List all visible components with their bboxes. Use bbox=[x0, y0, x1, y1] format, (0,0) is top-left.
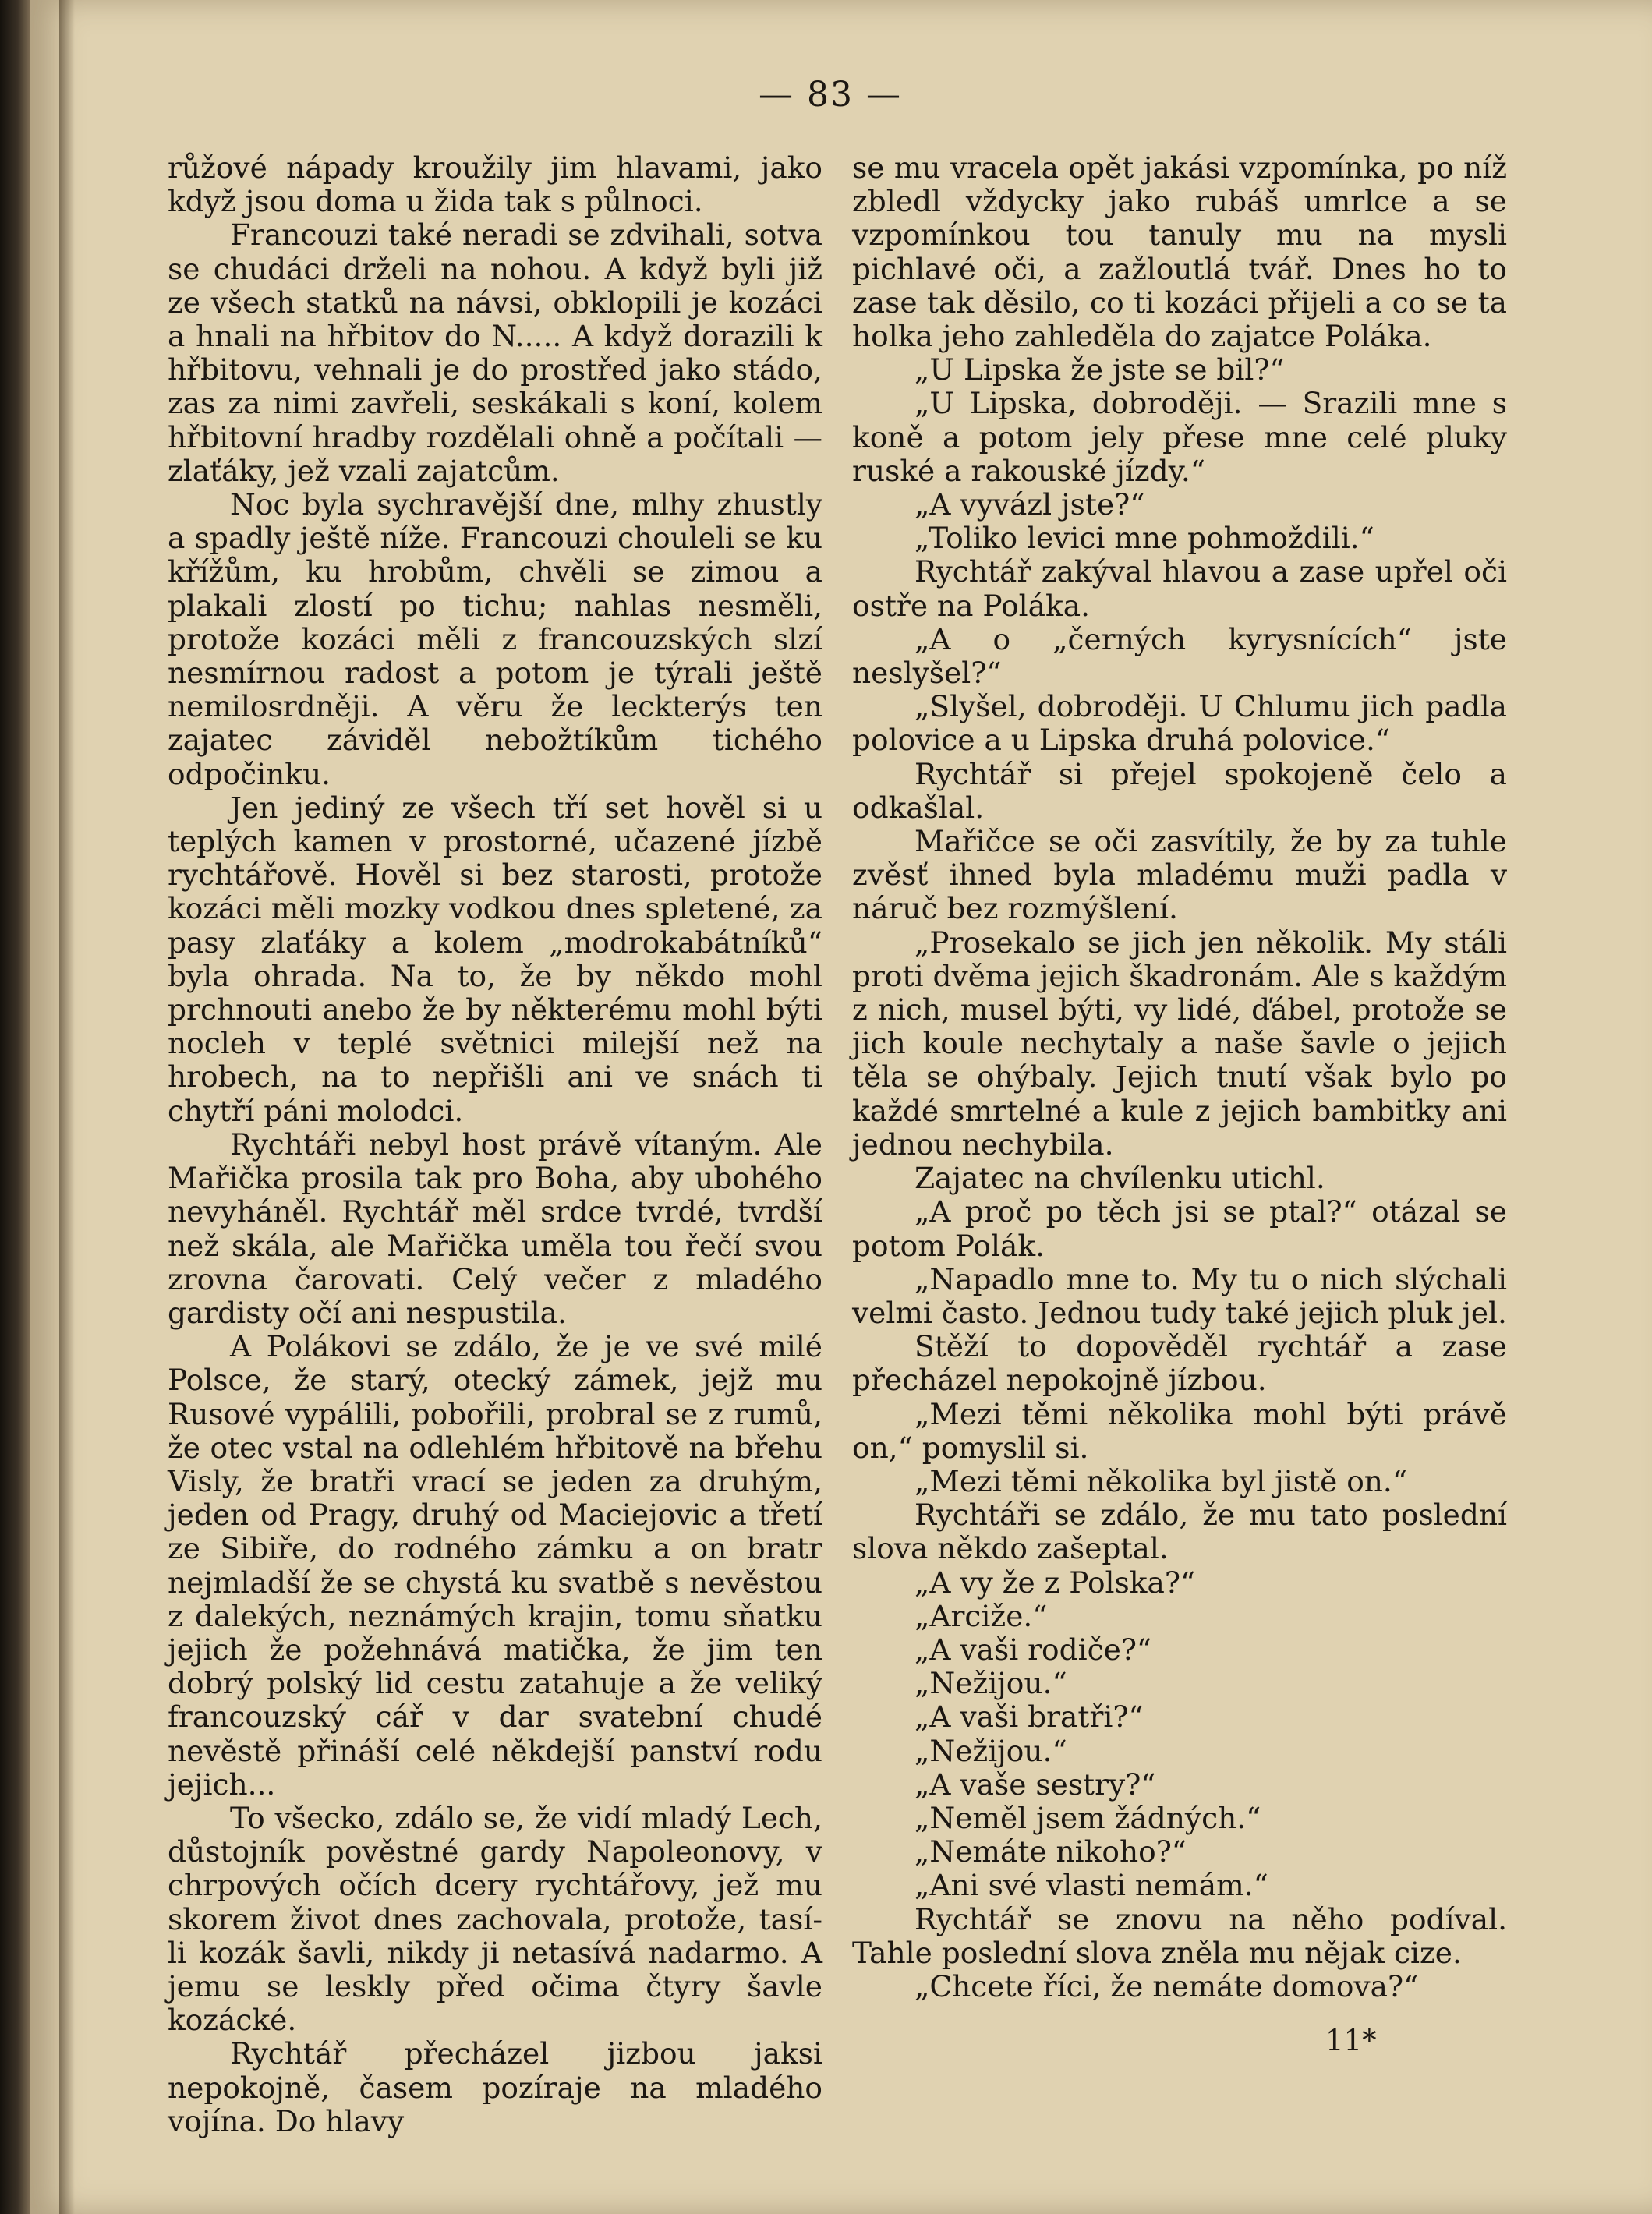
paragraph: Zajatec na chvílenku utichl. bbox=[914, 1161, 1325, 1196]
paragraph: Rychtář zakýval hlavou a zase upřel oči ostře na Poláka. bbox=[852, 554, 1507, 623]
paragraph: „Nemáte nikoho?“ bbox=[914, 1834, 1187, 1869]
paragraph: „A o „černých kyrysnících“ jste neslyšel?“ bbox=[852, 621, 1507, 691]
paragraph: „Neměl jsem žádných.“ bbox=[914, 1800, 1261, 1835]
paragraph: Rychtář přecházel jizbou jaksi nepokojně, časem pozíraje na mladého vojína. Do hlavy bbox=[168, 2036, 822, 2138]
paragraph: A Polákovi se zdálo, že je ve své milé Polsce, že starý, otecký zámek, jejž mu Rusové vypálili, pobořili, probral se z rumů, že otec vstal na odlehlém hřbitově na břehu Visly, že bratři vrací se jeden za druhým, jeden od Pragy, druhý od Maciejovic a třetí ze Sibiře, do rodného zámku a on bratr nejmladší že se chystá ku svatbě s nevěstou z dalekých, neznámých krajin, tomu sňatku jejich že požehnává matička, že jim ten dobrý polský lid cestu zatahuje a že veliký francouzský cář v dar svatební chudé nevěstě přináší celé někdejší panství rodu jejich... bbox=[168, 1329, 822, 1802]
paragraph: „A vaše sestry?“ bbox=[914, 1767, 1156, 1802]
paragraph: „Arciže.“ bbox=[914, 1598, 1048, 1633]
paragraph: „Napadlo mne to. My tu o nich slýchali velmi často. Jednou tudy také jejich pluk jel. bbox=[852, 1261, 1507, 1330]
book-gutter bbox=[0, 0, 30, 2214]
paragraph: „Prosekalo se jich jen několik. My stáli proti dvěma jejich škadronám. Ale s každým z nich, musel býti, vy lidé, ďábel, protože se jich koule nechytaly a naše šavle o jejich těla se ohýbaly. Jejich tnutí však bylo po každé smrtelné a kule z jejich bambitky ani jednou nechybila. bbox=[852, 925, 1507, 1162]
right-text-column bbox=[852, 151, 1507, 2004]
paragraph: „Ani své vlasti nemám.“ bbox=[914, 1868, 1268, 1903]
paragraph: To všecko, zdálo se, že vidí mladý Lech, důstojník pověstné gardy Napoleonovy, v chrpových očích dcery rychtářovy, jež mu skorem život dnes zachovala, protože, tasí-li kozák šavli, nikdy ji netasívá nadarmo. A jemu se leskly před očima čtyry šavle kozácké. bbox=[168, 1800, 822, 2038]
page-number: — 83 — bbox=[759, 75, 902, 115]
paragraph: „Nežijou.“ bbox=[914, 1733, 1067, 1768]
paragraph: Rychtáři nebyl host právě vítaným. Ale Mařička prosila tak pro Boha, aby ubohého nevyháněl. Rychtář měl srdce tvrdé, tvrdší než skála, ale Mařička uměla tou řečí svou zrovna čarovati. Celý večer z mladého gardisty očí ani nespustila. bbox=[168, 1126, 822, 1330]
paragraph: „Nežijou.“ bbox=[914, 1666, 1067, 1701]
left-text-column bbox=[168, 151, 822, 2138]
paragraph: „A vaši rodiče?“ bbox=[914, 1632, 1152, 1667]
paragraph: Jen jediný ze všech tří set hověl si u teplých kamen v prostorné, učazené jízbě rychtářově. Hověl si bez starosti, protože kozáci měli mozky vodkou dnes spletené, za pasy zlaťáky a kolem „modrokabátníků“ byla ohrada. Na to, že by někdo mohl prchnouti anebo že by některému mohl býti nocleh v teplé světnici milejší než na hrobech, na to nepřišli ani ve snách ti chytří páni molodci. bbox=[168, 790, 822, 1128]
paragraph: „Mezi těmi několika mohl býti právě on,“ pomyslil si. bbox=[852, 1396, 1507, 1465]
paragraph: růžové nápady kroužily jim hlavami, jako když jsou doma u žida tak s půlnoci. bbox=[168, 150, 822, 219]
paragraph: „Chcete říci, že nemáte domova?“ bbox=[914, 1968, 1419, 2004]
paragraph: Noc byla sychravější dne, mlhy zhustly a spadly ještě níže. Francouzi chouleli se ku křížům, ku hrobům, chvěli se zimou a plakali zlostí po tichu; nahlas nesměli, protože kozáci měli z francouzských slzí nesmírnou radost a potom je týrali ještě nemilosrdněji. A věru že leckterýs ten zajatec záviděl nebožtíkům tichého odpočinku. bbox=[168, 487, 822, 791]
paragraph: Rychtář se znovu na něho podíval. Tahle poslední slova zněla mu nějak cize. bbox=[852, 1901, 1507, 1970]
paragraph: „U Lipska že jste se bil?“ bbox=[914, 352, 1285, 387]
paragraph: „Slyšel, dobroději. U Chlumu jich padla polovice a u Lipska druhá polovice.“ bbox=[852, 689, 1507, 758]
page-fold-shadow bbox=[59, 0, 75, 2214]
paragraph: „A vyvázl jste?“ bbox=[914, 487, 1145, 522]
paragraph: „U Lipska, dobroději. — Srazili mne s koně a potom jely přese mne celé pluky ruské a rakouské jízdy.“ bbox=[852, 386, 1507, 488]
paragraph: Francouzi také neradi se zdvihali, sotva se chudáci drželi na nohou. A když byli již ze všech statků na návsi, obklopili je kozáci a hnali na hřbitov do N..... A když dorazili k hřbitovu, vehnali je do prostřed jako stádo, zas za nimi zavřeli, seskákali s koní, kolem hřbitovní hradby rozdělali ohně a počítali — zlaťáky, jež vzali zajatcům. bbox=[168, 218, 822, 488]
signature-mark: 11* bbox=[1325, 2024, 1377, 2057]
paragraph: „A vy že z Polska?“ bbox=[914, 1565, 1196, 1600]
paragraph: Rychtáři se zdálo, že mu tato poslední slova někdo zašeptal. bbox=[852, 1498, 1507, 1566]
paragraph: Stěží to dopověděl rychtář a zase přecházel nepokojně jízbou. bbox=[852, 1329, 1507, 1398]
paragraph: „Mezi těmi několika byl jistě on.“ bbox=[914, 1463, 1408, 1498]
paragraph: „A vaši bratři?“ bbox=[914, 1699, 1144, 1735]
paragraph: Mařičce se oči zasvítily, že by za tuhle zvěsť ihned byla mladému muži padla v náruč bez rozmýšlení. bbox=[852, 824, 1507, 926]
paragraph: Rychtář si přejel spokojeně čelo a odkašlal. bbox=[852, 756, 1507, 825]
paragraph: „Toliko levici mne pohmoždili.“ bbox=[914, 521, 1374, 556]
paragraph: se mu vracela opět jakási vzpomínka, po níž zbledl vždycky jako rubáš umrlce a se vzpomínkou tou tanuly mu na mysli pichlavé oči, a zažloutlá tvář. Dnes ho to zase tak děsilo, co ti kozáci přijeli a co se ta holka jeho zahleděla do zajatce Poláka. bbox=[852, 150, 1507, 354]
paragraph: „A proč po těch jsi se ptal?“ otázal se potom Polák. bbox=[852, 1194, 1507, 1263]
